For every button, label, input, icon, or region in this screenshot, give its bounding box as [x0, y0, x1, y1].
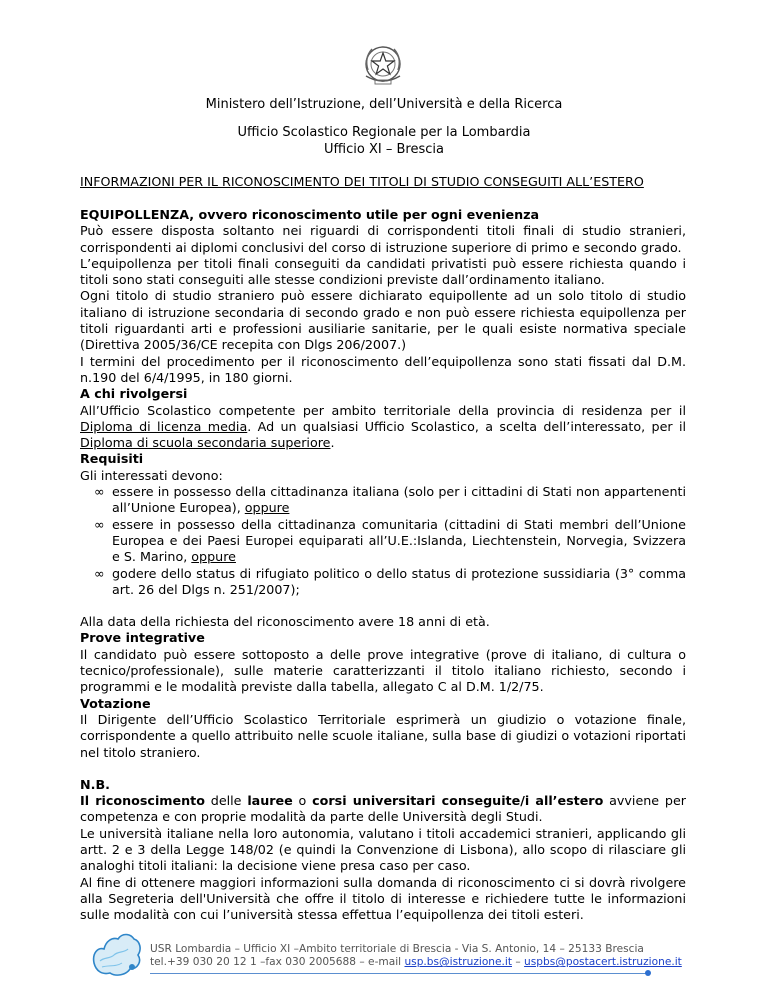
rivolgersi-text: . Ad un qualsiasi Ufficio Scolastico, a scelta dell’interessato, per il: [247, 418, 687, 434]
nb-bold-text: lauree: [247, 793, 293, 809]
nb-bold-text: corsi universitari conseguite/i all’estero: [312, 793, 604, 809]
nb-text: avviene per competenza e con proprie modalità da parte delle Università degli Studi.: [80, 793, 686, 825]
nb-text: o: [292, 793, 313, 809]
requisiti-item-text: essere in possesso della cittadinanza italiana (solo per i cittadini di Stati non appartenenti all’Unione Europea),: [112, 484, 686, 516]
nb-paragraph: [80, 793, 686, 826]
requisiti-item-oppure: oppure: [244, 500, 290, 516]
votazione-heading: Votazione: [80, 695, 151, 711]
requisiti-age: Alla data della richiesta del riconoscimento avere 18 anni di età.: [80, 614, 490, 630]
spacer: [80, 761, 686, 777]
document-title: INFORMAZIONI PER IL RICONOSCIMENTO DEI TITOLI DI STUDIO CONSEGUITI ALL’ESTERO: [80, 174, 644, 189]
bullet-icon: ∞: [94, 516, 105, 532]
requisiti-item-text: godere dello status di rifugiato politico o dello status di protezione sussidiaria (3° comma art. 26 del Dlgs n. 251/2007);: [112, 565, 686, 597]
requisiti-item-text: essere in possesso della cittadinanza comunitaria (cittadini di Stati membri dell’Unione Europea e dei Paesi Europei equiparati all’U.E.:Islanda, Liechtenstein, Norvegia, Svizzera e S. Marino,: [112, 516, 686, 565]
licenza-media-link: Diploma di licenza media: [80, 418, 248, 434]
bullet-icon: ∞: [94, 484, 105, 500]
requisiti-heading: Requisiti: [80, 451, 144, 467]
nb-paragraph: Le università italiane nella loro autonomia, valutano i titoli accademici stranieri, applicando gli artt. 2 e 3 della Legge 148/02 (e quindi la Convenzione di Lisbona), allo scopo di rilasciare gli analoghi titoli italiani: la decisione viene presa caso per caso.: [80, 825, 686, 874]
footer-dot: [645, 970, 651, 976]
prove-heading: Prove integrative: [80, 630, 205, 646]
footer-address: USR Lombardia – Ufficio XI –Ambito territoriale di Brescia - Via S. Antonio, 14 – 25133 Brescia: [150, 943, 644, 955]
rivolgersi-paragraph: [80, 403, 686, 452]
spacer: [80, 598, 686, 614]
equipollenza-paragraph: Può essere disposta soltanto nei riguardi di corrispondenti titoli finali di studio stranieri, corrispondenti ai diplomi conclusivi del corso di istruzione superiore di primo e secondo grado.: [80, 223, 686, 255]
local-office-name: Ufficio XI – Brescia: [324, 142, 444, 157]
equipollenza-paragraph: L’equipollenza per titoli finali conseguiti da candidati privatisti può essere richiesta quando i titoli sono stati conseguiti alle stesse condizioni previste dall’ordinamento italiano.: [80, 255, 686, 288]
scuola-superiore-link: Diploma di scuola secondaria superiore: [80, 435, 331, 451]
footer-contacts: [150, 956, 682, 969]
requisiti-list-item: [80, 566, 686, 599]
email-link-pec[interactable]: uspbs@postacert.istruzione.it: [524, 956, 682, 969]
footer-separator: –: [512, 956, 525, 969]
nb-heading: N.B.: [80, 776, 110, 792]
requisiti-list-item: [80, 517, 686, 566]
nb-text: delle: [204, 793, 248, 809]
prove-paragraph: Il candidato può essere sottoposto a delle prove integrative (prove di italiano, di cultura o tecnico/professionale), sulle materie caratterizzanti il titolo italiano richiesto, secondo i programmi e le modalità previste dalla tabella, allegato C al D.M. 1/2/75.: [80, 646, 686, 695]
votazione-paragraph: Il Dirigente dell’Ufficio Scolastico Territoriale esprimerà un giudizio o votazione finale, corrispondente a quello attribuito nelle scuole italiane, sulla base di giudizi o votazioni riportati nel titolo straniero.: [80, 711, 686, 760]
requisiti-list-item: [80, 484, 686, 517]
lombardia-map-logo: [86, 923, 146, 983]
nb-paragraph: Al fine di ottenere maggiori informazioni sulla domanda di riconoscimento ci si dovrà rivolgere alla Segreteria dell'Università che offre il titolo di interesse e richiedere tutte le informazioni sulle modalità con cui l’università stessa effettua l’equipollenza dei titoli esteri.: [80, 874, 686, 923]
email-link-usp[interactable]: usp.bs@istruzione.it: [404, 956, 512, 969]
footer: [150, 943, 682, 970]
requisiti-intro: Gli interessati devono:: [80, 467, 223, 483]
rivolgersi-text: All’Ufficio Scolastico competente per ambito territoriale della provincia di residenza per il: [80, 402, 686, 418]
equipollenza-paragraph: Ogni titolo di studio straniero può essere dichiarato equipollente ad un solo titolo di studio italiano di istruzione secondaria di secondo grado e non può essere richiesta equipollenza per titoli riguardanti arti e professioni ausiliarie sanitarie, per le quali esiste normativa speciale (Direttiva 2005/36/CE recepita con Dlgs 206/2007.): [80, 288, 686, 353]
equipollenza-heading: EQUIPOLLENZA, ovvero riconoscimento utile per ogni evenienza: [80, 207, 540, 222]
main-content: [80, 207, 686, 923]
regional-office-name: Ufficio Scolastico Regionale per la Lombardia: [237, 125, 531, 140]
requisiti-item-oppure: oppure: [191, 549, 236, 565]
italian-republic-emblem: [360, 40, 406, 90]
footer-divider: [150, 973, 648, 974]
equipollenza-paragraph: I termini del procedimento per il riconoscimento dell’equipollenza sono stati fissati dal D.M. n.190 del 6/4/1995, in 180 giorni.: [80, 353, 686, 385]
rivolgersi-text: .: [330, 435, 335, 451]
nb-bold-text: Il riconoscimento: [80, 793, 205, 809]
ministry-name: Ministero dell’Istruzione, dell’Università e della Ricerca: [205, 97, 563, 112]
rivolgersi-heading: A chi rivolgersi: [80, 386, 188, 402]
bullet-icon: ∞: [94, 565, 105, 581]
footer-phone-fax: tel.+39 030 20 12 1 –fax 030 2005688 – e-mail: [150, 956, 405, 969]
